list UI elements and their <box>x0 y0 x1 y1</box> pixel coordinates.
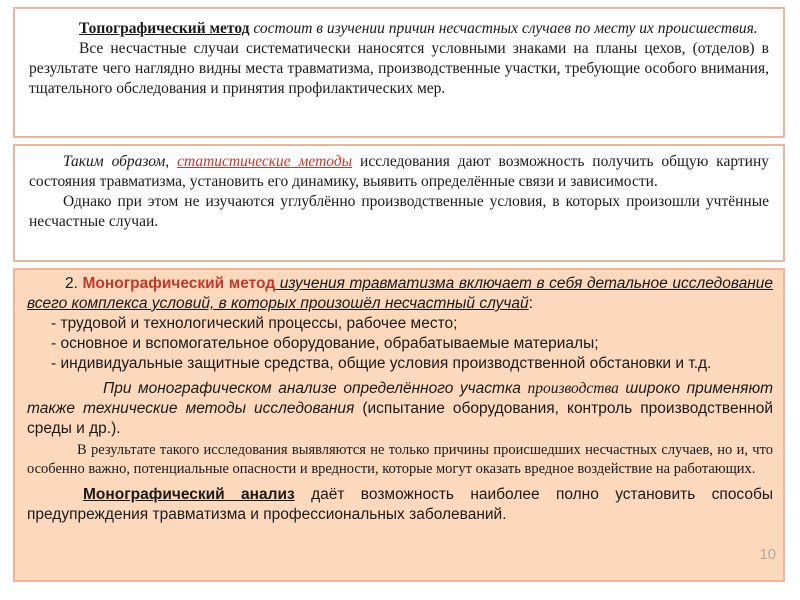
statistical-method-box <box>13 144 785 262</box>
statistical-summary <box>29 152 769 192</box>
monographic-method-title: Монографический метод <box>82 275 276 292</box>
monographic-definition <box>27 274 773 314</box>
monographic-item-3: - индивидуальные защитные средства, общие условия производственной обстановки и т.д. <box>51 355 712 372</box>
monographic-conclusion <box>27 485 773 525</box>
page-number: 10 <box>759 546 776 563</box>
statistical-limitation: Однако при этом не изучаются углублённо производственные условия, в которых произошли учтённые несчастные случаи. <box>29 193 769 230</box>
monographic-item-2: - основное и вспомогательное оборудование, обрабатываемые материалы; <box>51 335 599 352</box>
analysis-part-b: производства <box>527 380 619 397</box>
monographic-definition-colon: : <box>528 295 533 312</box>
monographic-method-definition: изучения травматизма включает в себя детальное исследование всего комплекса условий, в которых произошёл несчастный случай <box>27 275 774 312</box>
monographic-analysis <box>27 379 773 439</box>
topographic-method-description: Все несчастные случаи систематически наносятся условными знаками на планы цехов, (отделов) в результате чего наглядно видны места травматизма, производственные участки, требующие особого внимания, тщательного обследования и принятия профилактических мер. <box>29 40 769 97</box>
topographic-method-box <box>13 7 785 138</box>
statistical-methods-link[interactable]: статистические методы <box>177 153 353 170</box>
monographic-analysis-title: Монографический анализ <box>83 486 295 503</box>
topographic-intro <box>29 19 769 39</box>
monographic-method-box <box>13 268 785 582</box>
topographic-method-title: Топографический метод <box>79 20 250 37</box>
statistical-lead: Таким образом, <box>63 153 170 170</box>
topographic-method-definition: состоит в изучении причин несчастных случаев по месту их происшествия. <box>249 20 758 37</box>
analysis-part-c: широко применяют также технические методы исследования <box>27 380 774 417</box>
monographic-item-1: - трудовой и технологический процессы, рабочее место; <box>51 315 458 332</box>
monographic-result: В результате такого исследования выявляются не только причины происшедших несчастных случаев, но и, что особенно важно, потенциальные опасности и вредности, которые могут оказать вредное воздействие на работающих. <box>27 442 773 477</box>
monographic-analysis-rest: даёт возможность наиболее полно установить способы предупреждения травматизма и профессиональных заболеваний. <box>27 486 773 523</box>
statistical-summary-rest: исследования дают возможность получить общую картину состояния травматизма, установить его динамику, выявить определённые связи и зависимости. <box>29 153 769 190</box>
analysis-part-a: При монографическом анализе определённого участка <box>103 380 528 397</box>
monographic-number: 2. <box>65 275 83 292</box>
analysis-part-d: (испытание оборудования, контроль производственной среды и др.). <box>27 400 773 437</box>
